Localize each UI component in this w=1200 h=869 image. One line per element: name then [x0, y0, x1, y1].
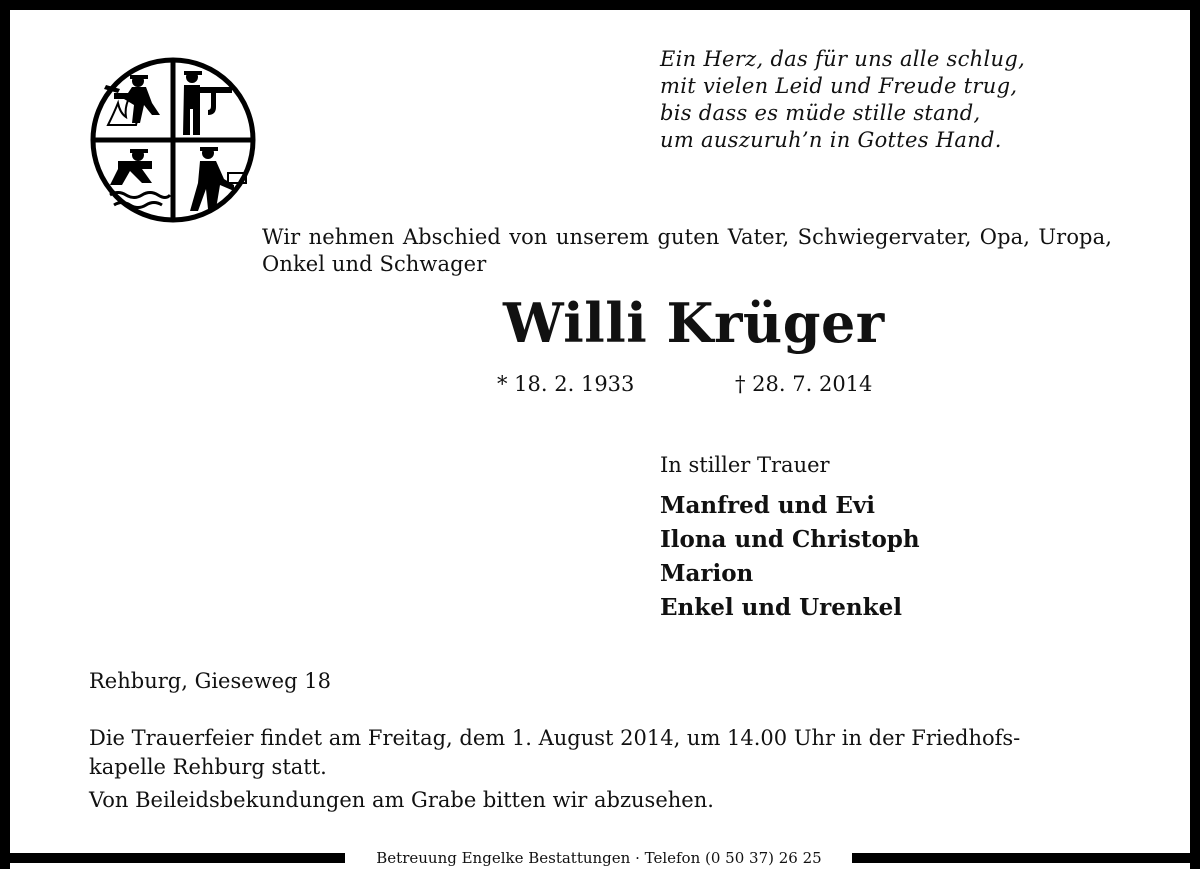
- mourners-list: [660, 489, 920, 625]
- death-date: † 28. 7. 2014: [735, 372, 873, 396]
- verse-line: bis dass es müde stille stand,: [660, 101, 981, 125]
- memorial-verse: [660, 46, 1025, 154]
- verse-line: Ein Herz, das für uns alle schlug,: [660, 47, 1026, 71]
- birth-date: * 18. 2. 1933: [497, 372, 635, 396]
- mourner-name: Marion: [660, 560, 754, 587]
- condolence-note: Von Beileidsbekundungen am Grabe bitten wir abzusehen.: [89, 788, 714, 812]
- mourner-name: Enkel und Urenkel: [660, 594, 902, 621]
- mourning-label: In stiller Trauer: [660, 453, 830, 477]
- funeral-line: [89, 724, 1111, 753]
- verse-line: um auszuruh’n in Gottes Hand.: [660, 128, 1002, 152]
- verse-line: mit vielen Leid und Freude trug,: [660, 74, 1018, 98]
- fire-brigade-emblem-icon: [88, 55, 258, 225]
- funeral-text: Die Trauerfeier findet am Freitag, dem 1. August 2014, um 14.00 Uhr in der Friedhofs-: [89, 726, 1021, 750]
- funeral-home-credit: Betreuung Engelke Bestattungen · Telefon (0 50 37) 26 25: [376, 849, 822, 867]
- footer-rule-right: [852, 853, 1190, 863]
- funeral-line: kapelle Rehburg statt.: [89, 755, 327, 779]
- mourner-name: Manfred und Evi: [660, 492, 875, 519]
- funeral-notice: [89, 724, 1111, 782]
- footer-rule-left: [10, 853, 345, 863]
- footer: [0, 846, 1200, 869]
- family-address: Rehburg, Gieseweg 18: [89, 669, 331, 693]
- deceased-name: Willi Krüger: [503, 291, 885, 355]
- farewell-intro: Wir nehmen Abschied von unserem guten Vater, Schwiegervater, Opa, Uropa, Onkel und Schwager: [262, 225, 1112, 276]
- mourner-name: Ilona und Christoph: [660, 526, 920, 553]
